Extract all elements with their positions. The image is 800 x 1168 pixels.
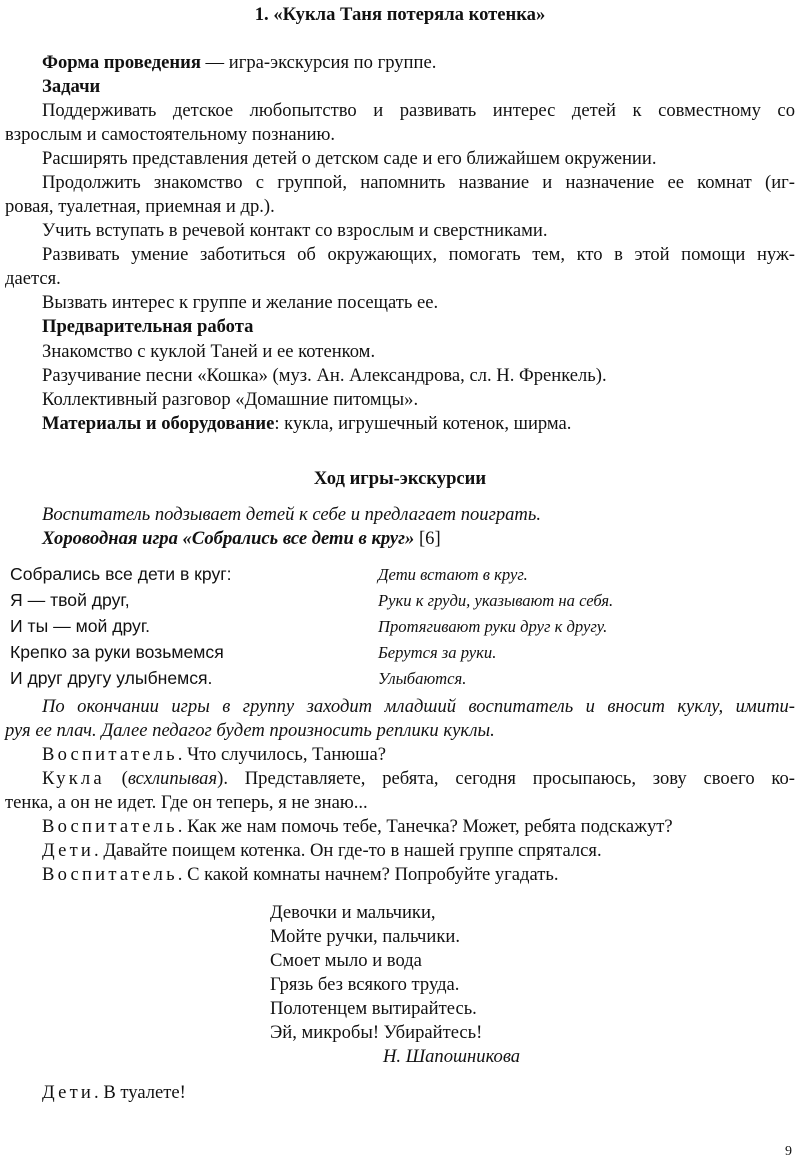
speaker: Дети [42,840,95,861]
form-label: Форма проведения [42,52,201,73]
after-line: руя ее плач. Далее педагог будет произносить реплики куклы. [5,720,495,741]
task-line: дается. [5,268,61,289]
speaker: Дети [42,1082,95,1103]
task-line: Вызвать интерес к группе и желание посещать ее. [42,292,439,313]
page-number: 9 [785,1144,792,1159]
task-line: Продолжить знакомство с группой, напомнить название и назначение ее комнат (иг- [42,172,795,193]
form-text: — игра-экскурсия по группе. [200,52,437,73]
game-title: Хороводная игра «Собрались все дети в круг» [42,528,415,549]
materials-text: : кукла, игрушечный котенок, ширма. [274,413,572,434]
dialogue-line: тенка, а он не идет. Где он теперь, я не знаю... [5,792,368,813]
form-line [42,51,436,75]
dialogue-line [42,743,386,767]
speaker: Кукла [42,768,105,789]
verse-action: Улыбаются. [378,669,467,688]
speaker: Воспитатель [42,864,178,885]
task-line: Расширять представления детей о детском саде и его ближайшем окружении. [42,148,657,169]
poem-line: Девочки и мальчики, [270,902,436,923]
verse-text: И друг другу улыбнемся. [10,668,213,688]
prep-item: Разучивание песни «Кошка» (муз. Ан. Александрова, сл. Н. Френкель). [42,365,607,386]
prep-item: Знакомство с куклой Таней и ее котенком. [42,341,376,362]
intro-line: Воспитатель подзывает детей к себе и предлагает поиграть. [42,504,541,525]
page-title: 1. «Кукла Таня потеряла котенка» [254,4,546,25]
game-ref: [6] [414,528,441,549]
verse-text: Крепко за руки возьмемся [10,642,224,662]
prep-heading: Предварительная работа [42,316,254,337]
task-line: Поддерживать детское любопытство и развивать интерес детей к совместному со [42,100,795,121]
replica: . В туалете! [94,1082,186,1103]
task-line: Учить вступать в речевой контакт со взрослым и сверстниками. [42,220,548,241]
verse-text: Собрались все дети в круг: [10,564,232,584]
speaker: Воспитатель [42,744,178,765]
poem-line: Эй, микробы! Убирайтесь! [270,1022,483,1043]
task-line: взрослым и самостоятельному познанию. [5,124,336,145]
dialogue-line [42,815,673,839]
task-line: ровая, туалетная, приемная и др.). [5,196,275,217]
replica: . Что случилось, Танюша? [177,744,386,765]
verse-text: Я — твой друг, [10,590,130,610]
prep-item: Коллективный разговор «Домашние питомцы». [42,389,419,410]
replica: . Как же нам помочь тебе, Танечка? Может, ребята подскажут? [177,816,673,837]
verse-action: Дети встают в круг. [378,565,528,584]
replica: ). Представляете, ребята, сегодня просыпаюсь, зову своего ко- [217,768,795,789]
materials-label: Материалы и оборудование [42,413,275,434]
dialogue-line [42,863,559,887]
course-heading: Ход игры-экскурсии [313,468,487,489]
poem-line: Грязь без всякого труда. [270,974,460,995]
dialogue-line [42,767,795,791]
verse-action: Протягивают руки друг к другу. [378,617,608,636]
poem-line: Смоет мыло и вода [270,950,422,971]
after-line: По окончании игры в группу заходит младший воспитатель и вносит куклу, имити- [42,696,795,717]
final-line [42,1081,186,1105]
replica-open: ( [104,768,128,789]
verse-text: И ты — мой друг. [10,616,151,636]
dialogue-line [42,839,602,863]
game-title-line [42,527,441,551]
poem-author: Н. Шапошникова [383,1046,521,1067]
verse-action: Берутся за руки. [378,643,497,662]
replica: . Давайте поищем котенка. Он где-то в нашей группе спрятался. [94,840,602,861]
task-line: Развивать умение заботиться об окружающих, помогать тем, кто в этой помощи нуж- [42,244,795,265]
materials-line [42,412,571,436]
replica: . С какой комнаты начнем? Попробуйте угадать. [177,864,559,885]
poem-line: Полотенцем вытирайтесь. [270,998,477,1019]
stage-note: всхлипывая [127,768,218,789]
speaker: Воспитатель [42,816,178,837]
poem-line: Мойте ручки, пальчики. [270,926,460,947]
verse-action: Руки к груди, указывают на себя. [378,591,614,610]
tasks-heading: Задачи [42,76,101,97]
